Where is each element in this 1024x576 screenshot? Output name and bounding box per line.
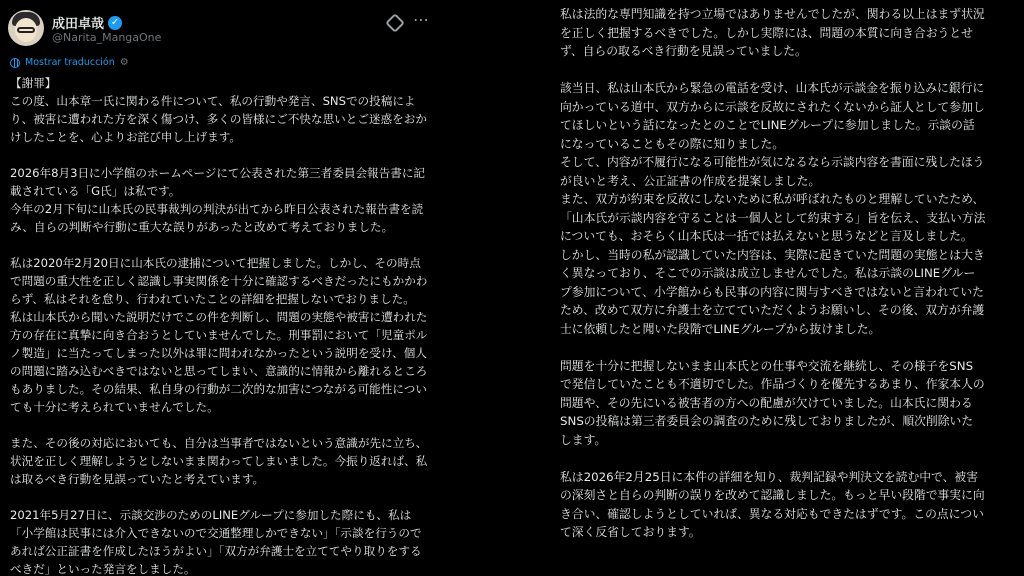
text-line: で発信していたことも不適切でした。作品づくりを優先するあまり、作家本人の xyxy=(560,377,985,391)
text-line: 向かっている道中、双方からに示談を反故にされたくないから証人として参加し xyxy=(560,99,985,114)
text-line: 【謝罪】 xyxy=(10,76,57,90)
text-line: 問題や、その先にいる被害者の方への配慮が欠けていました。山本氏に関わる xyxy=(560,395,973,410)
text-line: しかし、当時の私が認識していた内容は、実際に起きていた問題の実態とは大き xyxy=(560,247,985,262)
text-line: また、その後の対応においても、自分は当事者ではないという意識が先に立ち、 xyxy=(10,436,428,450)
text-line: の深刻さと自らの判断の誤りを改めて認識しました。もっと早い段階で事実に向 xyxy=(560,488,985,502)
more-icon[interactable]: ⋯ xyxy=(413,10,430,29)
text-line: ため、改めて双方に弁護士を立てていただくようお願いし、その後、双方が弁護 xyxy=(560,303,985,317)
text-line: けしたことを、心よりお詫び申し上げます。 xyxy=(10,130,241,144)
text-line: き合い、確認しようとしていれば、異なる対応もできたはずです。この点につい xyxy=(560,506,984,521)
text-line: ず、自らの取るべき行動を見誤っていました。 xyxy=(560,44,807,58)
text-line: り、被害に遭われた方を深く傷つけ、多くの皆様にご不快な思いとご迷惑をおか xyxy=(10,112,427,126)
text-line: 方の存在に真摯に向き合おうとしていませんでした。刑事罰において「児童ポル xyxy=(10,328,428,342)
post-body-left xyxy=(10,74,435,576)
text-line: 載されている「G氏」は私です。 xyxy=(10,184,181,198)
text-line: らず、私はそれを怠り、行われていたことの詳細を把握しないでおりました。 xyxy=(10,292,415,306)
text-line: 問題を十分に把握しないまま山本氏との仕事や交流を継続し、その様子をSNS xyxy=(560,358,974,373)
text-line: 私は2020年2月20日に山本氏の逮捕について把握しました。しかし、その時点 xyxy=(10,256,421,270)
text-line: く異なっており、そこでの示談は成立しませんでした。私は示談のLINEグルー xyxy=(560,266,976,280)
paragraph xyxy=(10,434,435,488)
text-line: します。 xyxy=(560,432,607,447)
text-line: て深く反省しております。 xyxy=(560,525,701,539)
text-line: 2021年5月27日に、示談交渉のためのLINEグループに参加した際にも、私は xyxy=(10,508,412,522)
post-body-right xyxy=(560,5,1018,542)
text-line: み、自らの判断や行動に重大な誤りがあったと改めて考えておりました。 xyxy=(10,220,394,234)
text-line: 2026年8月3日に小学館のホームページにて公表された第三者委員会報告書に記 xyxy=(10,166,426,180)
paragraph xyxy=(560,357,1018,450)
paragraph xyxy=(10,254,435,416)
right-post-panel xyxy=(548,0,1024,576)
text-line: この度、山本章一氏に関わる件について、私の行動や発言、SNSでの投稿によ xyxy=(10,94,416,108)
paragraph xyxy=(10,506,435,576)
text-line: 私は2026年2月25日に本件の詳細を知り、裁判記録や判決文を読む中で、被害 xyxy=(560,469,979,484)
gear-icon[interactable]: ⚙ xyxy=(119,57,129,68)
paragraph xyxy=(560,79,1018,338)
text-line: あれば公正証書を作成したほうがよい」「双方が弁護士を立ててやり取りをする xyxy=(10,544,422,558)
text-line: もありました。その結果、私自身の行動が二次的な加害につながる可能性につい xyxy=(10,382,427,396)
text-line: についても、おそらく山本氏は一括では払えないと思うなどと言及しました。 xyxy=(560,229,973,243)
text-line: で問題の重大性を正しく認識し事実関係を十分に確認するべきだったにもかかわ xyxy=(10,274,428,288)
text-line: が良いと考え、公正証書の作成を提案しました。 xyxy=(560,173,821,188)
avatar[interactable] xyxy=(8,10,44,46)
globe-icon xyxy=(10,58,20,68)
paragraph xyxy=(10,164,435,236)
paragraph xyxy=(10,74,435,146)
text-line: 私は法的な専門知識を持つ立場ではありませんでしたが、関わる以上はまず状況 xyxy=(560,7,985,21)
text-line: 「山本氏が示談内容を守ることは一個人として約束する」旨を伝え、支払い方法 xyxy=(560,210,986,225)
paragraph xyxy=(560,5,1018,61)
text-line: 私は山本氏から聞いた説明だけでこの件を判断し、問題の実態や被害に遭われた xyxy=(10,310,428,324)
text-line: 士に依頼したと聞いた段階でLINEグループから抜けました。 xyxy=(560,321,881,336)
author-name[interactable]: 成田卓哉 xyxy=(52,17,105,32)
text-line: プ参加について、小学館からも民事の内容に関与すべきではないと言われていた xyxy=(560,284,984,299)
grok-icon[interactable] xyxy=(385,13,405,33)
text-line: 今年の2月下旬に山本氏の民事裁判の判決が出てから昨日公表された報告書を読 xyxy=(10,202,424,216)
text-line: 該当日、私は山本氏から緊急の電話を受け、山本氏が示談金を振り込みに銀行に xyxy=(560,81,985,95)
text-line: また、双方が約束を反故にしないために私が呼ばれたものと理解していたため、 xyxy=(560,192,985,206)
verified-badge-icon: ✓ xyxy=(108,16,122,30)
translate-link[interactable] xyxy=(10,57,129,68)
text-line: の問題に踏み込むべきではないと思ってしまい、意識的に情報から離れるところ xyxy=(10,364,428,378)
paragraph xyxy=(560,468,1018,542)
text-line: を正しく把握するべきでした。しかし実際には、問題の本質に向き合おうとせ xyxy=(560,25,973,40)
text-line: てほしいという話になったとのことでLINEグループに参加しました。示談の話 xyxy=(560,118,975,132)
text-line: ても十分に考えられていませんでした。 xyxy=(10,400,219,414)
author-handle[interactable]: @Narita_MangaOne xyxy=(52,31,162,44)
text-line: 状況を正しく理解しようとしないまま関わってしまいました。今振り返れば、私 xyxy=(10,454,428,468)
text-line: SNSの投稿は第三者委員会の調査のために残しておりましたが、順次削除いた xyxy=(560,414,974,428)
left-post-panel xyxy=(0,0,440,576)
post-header xyxy=(8,8,432,52)
text-line: になっていることもその際に知りました。 xyxy=(560,136,785,151)
text-line: べきだ」といった発言をしました。 xyxy=(10,562,196,576)
text-line: 「小学館は民事には介入できないので交通整理しかできない」「示談を行うので xyxy=(10,526,422,540)
text-line: ノ製造」に当たってしまった以外は罪に問われなかったという説明を受け、個人 xyxy=(10,346,427,360)
gutter xyxy=(440,0,548,576)
text-line: そして、内容が不履行になる可能性が気になるなら示談内容を書面に残したほう xyxy=(560,155,985,169)
author-name-row[interactable] xyxy=(52,13,122,32)
text-line: は取るべき行動を見誤っていたと考えています。 xyxy=(10,472,265,486)
translate-label[interactable]: Mostrar traducción xyxy=(25,57,115,68)
